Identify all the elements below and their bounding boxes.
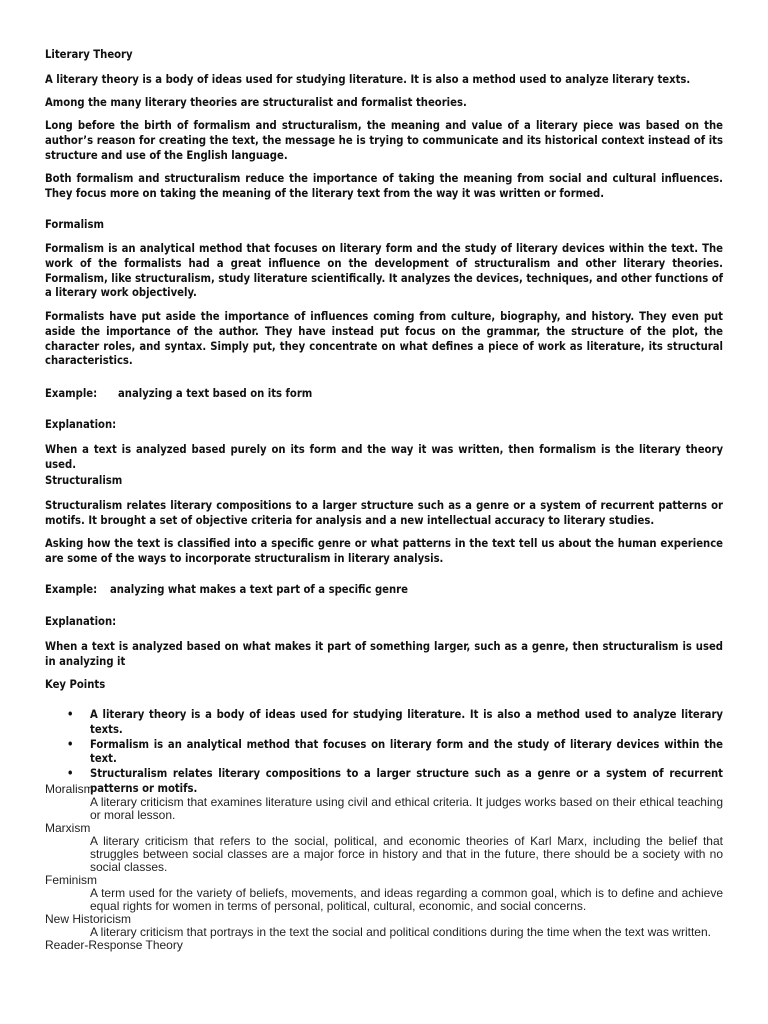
key-point-text: relates literary compositions to a larger structure such as a genre or a system of recurrent patterns or motifs.	[90, 767, 723, 795]
document-title: Literary Theory	[45, 48, 133, 61]
intro-paragraph-1	[45, 73, 723, 88]
structuralism-example-text: analyzing what makes a text part of a specific genre	[110, 583, 408, 596]
glossary-definition-moralism: A literary criticism that examines literature using civil and ethical criteria. It judges works based on their ethical teaching or moral lesson.	[90, 795, 723, 822]
glossary-term-marxism: Marxism	[45, 821, 91, 835]
formalism-explanation-label: Explanation:	[45, 418, 117, 431]
formalism-term: Formalism	[45, 242, 104, 255]
structuralism-example-label: Example:	[45, 583, 98, 596]
glossary-term-feminism: Feminism	[45, 873, 98, 887]
formalism-explanation-text: When a text is analyzed based purely on its form and the way it was written, then formalism is the literary theory used.	[45, 443, 723, 471]
structuralism-example	[45, 583, 723, 598]
list-item	[45, 738, 723, 768]
intro-paragraph-2	[45, 96, 723, 111]
structuralism-paragraph-2: Asking how the text is classified into a specific genre or what patterns in the text tell us about the human experience are some of the ways to incorporate structuralism in literary analysis.	[45, 537, 723, 565]
structuralism-paragraph-1	[45, 499, 723, 529]
formalism-example-text: analyzing a text based on its form	[118, 387, 313, 400]
glossary-term-new-historicism: New Historicism	[45, 912, 132, 926]
key-point-term: Formalism	[90, 737, 149, 751]
glossary-definition-marxism: A literary criticism that refers to the social, political, and economic theories of Karl Marx, including the belief that struggles between social classes are a major force in history and that in the future, there should be a society with no social classes.	[90, 834, 723, 874]
intro-term-literary-theory: A literary theory	[45, 73, 139, 86]
glossary-definition-new-historicism: A literary criticism that portrays in the text the social and political conditions during the time when the text was written.	[90, 925, 711, 939]
formalism-p1-text: is an analytical method that focuses on literary form and the study of literary devices within the text. The work of the formalists had a great influence on the development of structuralism and other literary theories. Formalism, like structuralism, study literature scientifically. It analyzes the devices, techniques, and other functions of a literary work objectively.	[45, 242, 723, 300]
bullet-icon: •	[67, 737, 74, 751]
glossary-definition-feminism: A term used for the variety of beliefs, movements, and ideas regarding a common goal, which is to define and achieve equal rights for women in terms of personal, political, cultural, economic, and social concerns.	[90, 886, 723, 913]
glossary-term-reader-response-theory: Reader-Response Theory	[45, 938, 183, 952]
key-point-term: A literary theory	[90, 708, 187, 721]
intro-paragraph-3: Long before the birth of formalism and structuralism, the meaning and value of a literary piece was based on the author’s reason for creating the text, the message he is trying to communicate and its historical context instead of its structure and use of the English language.	[45, 119, 723, 162]
structuralism-explanation-label: Explanation:	[45, 615, 117, 628]
key-points-heading: Key Points	[45, 678, 106, 691]
structuralism-p1-text: relates literary compositions to a larger structure such as a genre or a system of recurrent patterns or motifs. It brought a set of objective criteria for analysis and a new intellectual accuracy to literary studies.	[45, 499, 723, 527]
structuralism-heading: Structuralism	[45, 474, 123, 487]
formalism-paragraph-1	[45, 242, 723, 301]
glossary	[45, 783, 723, 952]
list-item	[45, 708, 723, 738]
glossary-term-moralism: Moralism	[45, 782, 94, 796]
bullet-icon: •	[67, 767, 74, 781]
intro-p2-emphasis: structuralist and formalist theories.	[262, 96, 467, 109]
structuralism-term: Structuralism	[45, 499, 123, 512]
intro-p2-lead: Among the many literary theories are	[45, 96, 263, 109]
structuralism-explanation-text: When a text is analyzed based on what makes it part of something larger, such as a genre, then structuralism is used in analyzing it	[45, 640, 723, 668]
intro-p1-text: is a body of ideas used for studying literature. It is also a method used to analyze literary texts.	[138, 73, 691, 86]
formalism-heading: Formalism	[45, 218, 104, 231]
bullet-icon: •	[67, 708, 74, 721]
intro-paragraph-4: Both formalism and structuralism reduce the importance of taking the meaning from social and cultural influences. They focus more on taking the meaning of the literary text from the way it was written or formed.	[45, 172, 723, 200]
key-point-text: is an analytical method that focuses on literary form and the study of literary devices within the text.	[90, 737, 723, 766]
key-point-term: Structuralism	[90, 767, 168, 781]
formalism-example	[45, 387, 723, 402]
formalism-paragraph-2: Formalists have put aside the importance of influences coming from culture, biography, and history. They even put aside the importance of the author. They have instead put focus on the grammar, the structure of the plot, the character roles, and syntax. Simply put, they concentrate on what defines a piece of work as literature, its structural characteristics.	[45, 310, 723, 368]
key-point-text: is a body of ideas used for studying literature. It is also a method used to analyze literary texts.	[90, 708, 723, 736]
formalism-example-label: Example:	[45, 387, 98, 400]
